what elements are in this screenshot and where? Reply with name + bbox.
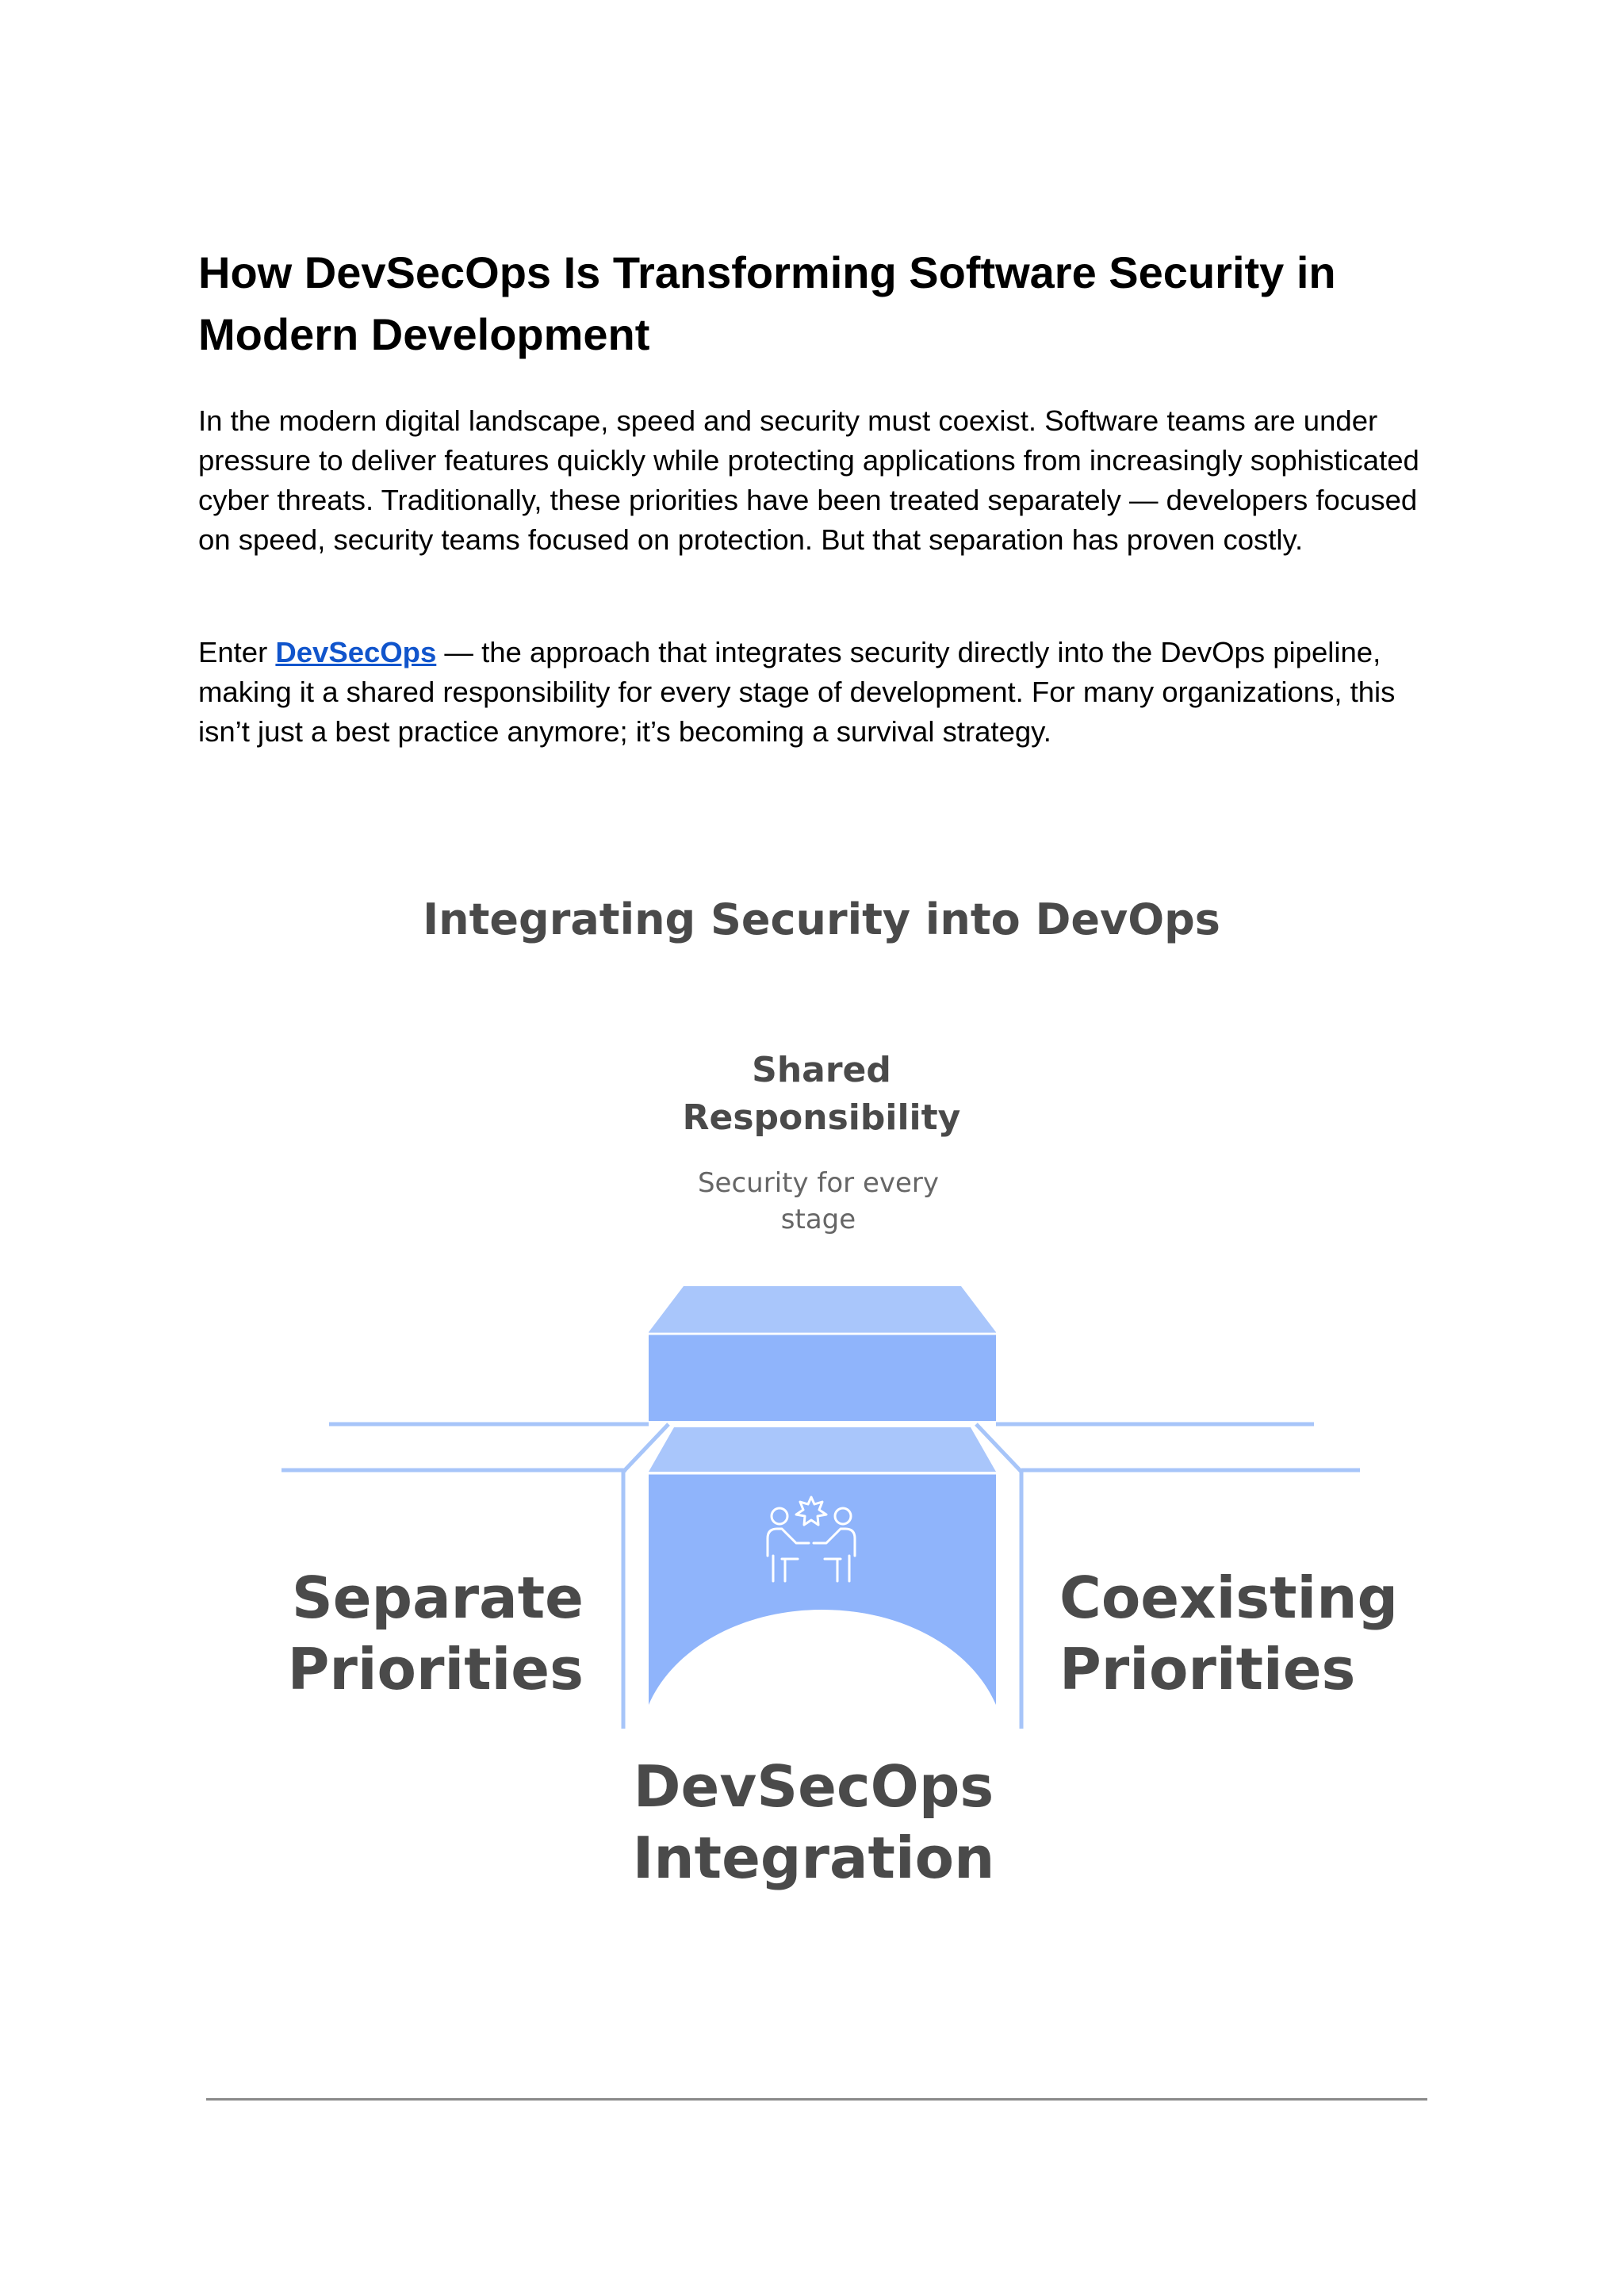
section-divider	[206, 2098, 1427, 2101]
devsecops-link[interactable]: DevSecOps	[275, 636, 437, 668]
shared-sub-line2: stage	[780, 1204, 856, 1235]
page-title: How DevSecOps Is Transforming Software Security in Modern Development	[198, 247, 1336, 359]
paragraph-prefix: Enter	[198, 636, 276, 668]
devsecops-paragraph	[198, 633, 1435, 752]
devsecops-integration-line2: Integration	[632, 1825, 995, 1891]
coexisting-priorities-line1: Coexisting	[1059, 1564, 1399, 1631]
horizontal-guide-lines	[282, 1424, 1360, 1470]
separate-priorities-line2: Priorities	[287, 1636, 584, 1702]
shared-responsibility-block	[649, 1286, 996, 1421]
shared-heading-line1: Shared	[752, 1050, 891, 1090]
intro-paragraph: In the modern digital landscape, speed and security must coexist. Software teams are under pressure to deliver features quickly while protecting applications from increasingly sophisticated cyber threats. Traditionally, these priorities have been treated separately — developers focused on speed, security teams focused on protection. But that separation has proven costly.	[198, 404, 1419, 556]
coexisting-priorities-line2: Priorities	[1059, 1636, 1356, 1702]
stage-outline	[623, 1424, 1021, 1729]
shared-heading-line2: Responsibility	[682, 1097, 961, 1138]
devsecops-integration-block	[649, 1427, 996, 1705]
team-collaboration-icon	[768, 1497, 855, 1581]
separate-priorities-line1: Separate	[291, 1564, 584, 1631]
devsecops-integration-line1: DevSecOps	[633, 1753, 994, 1820]
shared-sub-line1: Security for every	[697, 1167, 940, 1199]
diagram-title: Integrating Security into DevOps	[423, 894, 1220, 944]
paragraph-suffix: — the approach that integrates security directly into the DevOps pipeline, making it a shared responsibility for every stage of development. For many organizations, this isn’t just a best practice anymore; it’s becoming a survival strategy.	[198, 636, 1396, 748]
